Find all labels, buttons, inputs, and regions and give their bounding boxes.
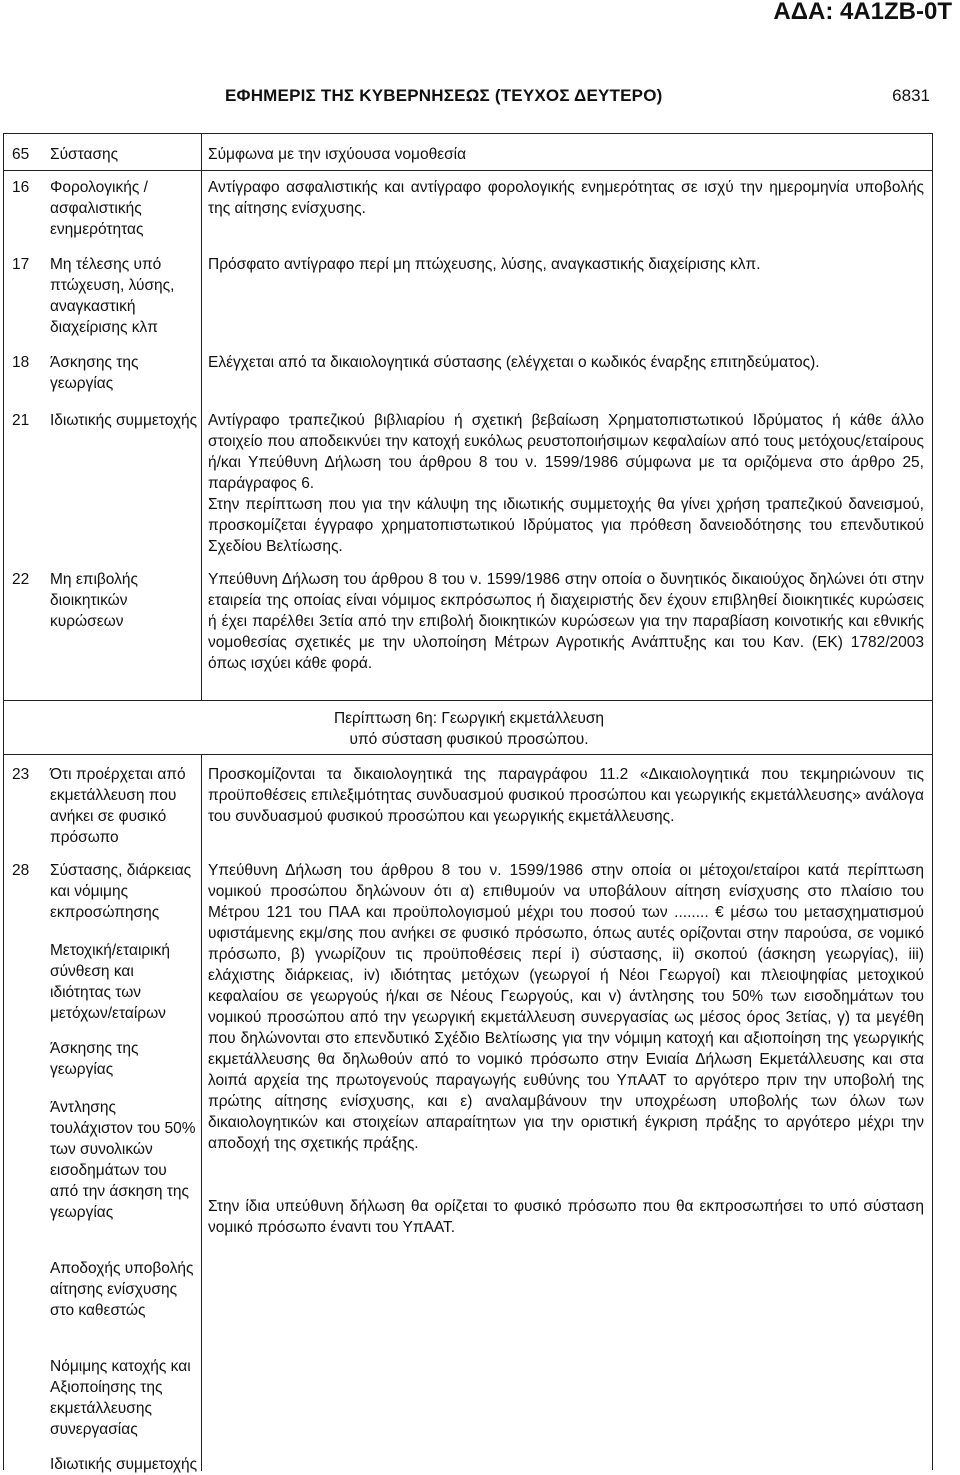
case-heading-line: Περίπτωση 6η: Γεωργική εκμετάλλευση: [333, 710, 605, 727]
row-number: 16: [12, 179, 30, 196]
gazette-title: ΕΦΗΜΕΡΙΣ ΤΗΣ ΚΥΒΕΡΝΗΣΕΩΣ (ΤΕΥΧΟΣ ΔΕΥΤΕΡΟ): [225, 86, 663, 105]
row-label: Μη τέλεσης υπό πτώχευση, λύσης, αναγκαστική διαχείρισης κλπ: [50, 256, 175, 336]
row-label: Αποδοχής υποβολής αίτησης ενίσχυσης στο καθεστώς: [50, 1260, 194, 1319]
row-label: Φορολογικής / ασφαλιστικής ενημερότητας: [50, 179, 148, 238]
row-text: Υπεύθυνη Δήλωση του άρθρου 8 του ν. 1599/1986 στην οποία οι μέτοχοι/εταίροι κατά περίπτωση νομικού προσώπου δηλώνουν ότι α) επιθυμούν να υποβάλουν αίτηση ενίσχυσης στο πλαίσιο του Μέτρου 121 του ΠΑΑ και προϋπολογισμού μέχρι του ποσού των ........ € μέσω του μετασχηματισμού υφιστάμενης εκμ/σης που ανήκει σε φυσικό πρόσωπο, όπως αυτές ορίζονται στην παρούσα, σε νομικό πρόσωπο, β) γνωρίζουν τις προϋποθέσεις περί i) σύστασης, ii) σκοπού (άσκηση γεωργίας), iii) ελάχιστης διάρκειας, iv) ιδιότητας μετόχων (γεωργοί ή Νέοι Γεωργοί) και πλειοψηφίας μετοχικού κεφαλαίου σε γεωργούς ή/και σε Νέους Γεωργούς, και v) άντλησης του 50% των εισοδημάτων του νομικού προσώπου από την γεωργική εκμετάλλευση συνεργασίας ως μέσος όρος 3ετίας, γ) τα μεγέθη που δηλώνονται στο επενδυτικό Σχέδιο Βελτίωσης για την νόμιμη κατοχή και αξιοποίηση της γεωργικής εκμετάλλευσης θα δηλωθούν από το νομικό πρόσωπο στην Ενιαία Δήλωση Εκμετάλλευσης και στα λοιπά αρχεία της πρωτογενούς παραγωγής ευθύνης του ΥπΑΑΤ το αργότερο πριν την υποβολή της πρώτης αίτησης ενίσχυσης, και ε) αναλαμβάνουν την υποχρέωση υποβολής των όλων των δικαιολογητικών και στοιχείων απαραίτητων για την οριστική έγκριση πράξης το αργότερο μέχρι την αποδοχή της σχετικής πράξης.: [208, 862, 924, 1152]
row-number: 22: [12, 571, 30, 588]
row-text: Ελέγχεται από τα δικαιολογητικά σύστασης (ελέγχεται ο κωδικός έναρξης επιτηδεύματος).: [208, 354, 820, 371]
row-label: Ότι προέρχεται από εκμετάλλευση που ανήκει σε φυσικό πρόσωπο: [50, 766, 186, 846]
row-number: 21: [12, 412, 30, 429]
row-number: 17: [12, 256, 30, 273]
row-number: 23: [12, 766, 30, 783]
case-heading-line: υπό σύσταση φυσικού προσώπου.: [349, 731, 589, 748]
row-label: Μη επιβολής διοικητικών κυρώσεων: [50, 571, 138, 630]
row-text: Υπεύθυνη Δήλωση του άρθρου 8 του ν. 1599/1986 στην οποία ο δυνητικός δικαιούχος δηλώνει ότι στην εταιρεία της οποίας είναι νόμιμος εκπρόσωπος ή διαχειριστής δεν έχουν επιβληθεί διοικητικές κυρώσεις ή έχει παρέλθει 3ετία από την επιβολή διοικητικών κυρώσεων για την παραβίαση κοινοτικής και εθνικής νομοθεσίας σχετικές με την υλοποίηση Μέτρων Αγροτικής Ανάπτυξης και του Καν. (ΕΚ) 1782/2003 όπως ισχύει κάθε φορά.: [208, 571, 924, 672]
row-text: Αντίγραφο ασφαλιστικής και αντίγραφο φορολογικής ενημερότητας σε ισχύ την ημερομηνία υποβολής της αίτησης ενίσχυσης.: [208, 179, 924, 217]
row-label: Άντλησης τουλάχιστον του 50% των συνολικών εισοδημάτων του από την άσκηση της γεωργίας: [50, 1099, 196, 1221]
row-text: Προσκομίζονται τα δικαιολογητικά της παραγράφου 11.2 «Δικαιολογητικά που τεκμηριώνουν τις προϋποθέσεις επιλεξιμότητας συνδυασμού φυσικού προσώπου και γεωργικής εκμετάλλευσης» ανάλογα του συνδυασμού φυσικού προσώπου και γεωργικής εκμετάλλευσης.: [208, 766, 924, 825]
row-text: Πρόσφατο αντίγραφο περί μη πτώχευσης, λύσης, αναγκαστικής διαχείρισης κλπ.: [208, 256, 761, 273]
row-label: Σύστασης, διάρκειας και νόμιμης εκπροσώπησης: [50, 862, 192, 921]
row-label: Άσκησης της γεωργίας: [50, 354, 139, 392]
row-label: Νόμιμης κατοχής και Αξιοποίησης της εκμετάλλευσης συνεργασίας: [50, 1358, 191, 1438]
row-label: Ιδιωτικής συμμετοχής: [50, 412, 198, 429]
row-label: Ιδιωτικής συμμετοχής: [50, 1456, 198, 1473]
page-number: 6831: [892, 86, 930, 105]
row-text-note: Στην ίδια υπεύθυνη δήλωση θα ορίζεται το φυσικό πρόσωπο που θα εκπροσωπήσει το υπό σύσταση νομικό πρόσωπο έναντι του ΥπΑΑΤ.: [208, 1198, 924, 1236]
row-number: 18: [12, 354, 30, 371]
case-heading: [204, 708, 734, 750]
row-number: 65: [12, 146, 30, 163]
row-label: Μετοχική/εταιρική σύνθεση και ιδιότητας των μετόχων/εταίρων: [50, 942, 171, 1022]
row-number: 28: [12, 862, 30, 879]
row-text-note: Στην περίπτωση που για την κάλυψη της ιδιωτικής συμμετοχής θα γίνει χρήση τραπεζικού δανεισμού, προσκομίζεται έγγραφο χρηματοπιστωτικού Ιδρύματος για πρόθεση δανειοδότησης του επενδυτικού Σχεδίου Βελτίωσης.: [208, 496, 924, 555]
requirements-table: [3, 133, 933, 1473]
row-text: Αντίγραφο τραπεζικού βιβλιαρίου ή σχετική βεβαίωση Χρηματοπιστωτικού Ιδρύματος ή κάθε άλλο στοιχείο που αποδεικνύει την κατοχή ευκόλως ρευστοποιήσιμων κεφαλαίων από τους μετόχους/εταίρους ή/και Υπεύθυνη Δήλωση του άρθρου 8 του ν. 1599/1986 σύμφωνα με τα οριζόμενα στο άρθρο 25, παράγραφος 6.: [208, 412, 924, 492]
row-text: Σύμφωνα με την ισχύουσα νομοθεσία: [208, 146, 467, 163]
document-id: ΑΔΑ: 4Α1ΖΒ-0Τ: [773, 0, 952, 25]
row-label: Σύστασης: [50, 146, 119, 163]
row-label: Άσκησης της γεωργίας: [50, 1040, 139, 1078]
